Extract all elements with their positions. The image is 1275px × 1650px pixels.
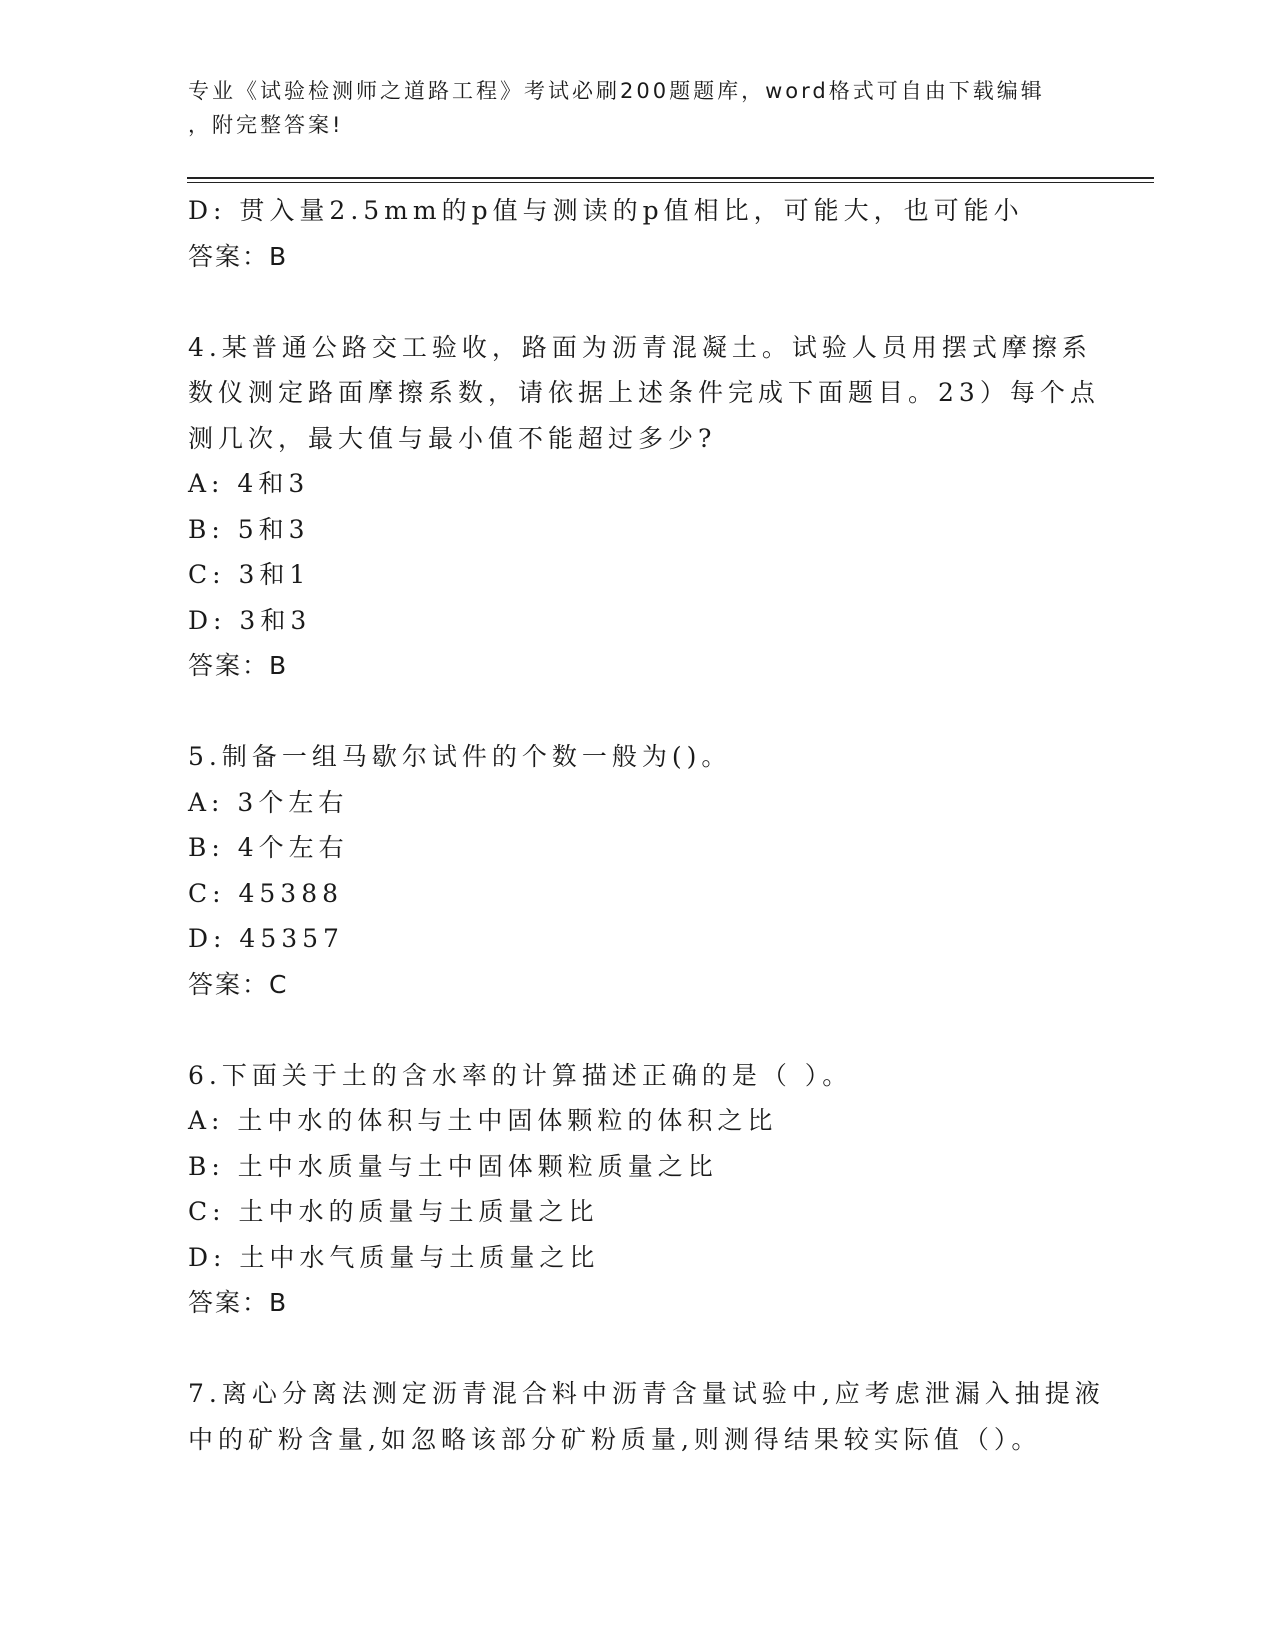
answer-line: 答案：B [188, 241, 289, 271]
option-b: B: 土中水质量与土中固体颗粒质量之比 [188, 1151, 718, 1181]
answer-line: 答案：B [188, 651, 289, 680]
option-d: D: 贯入量2.5mm的p值与测读的p值相比，可能大，也可能小 [188, 196, 1024, 225]
question-6 [188, 1053, 1088, 1326]
spacer [188, 279, 1088, 325]
question-stem: 数仪测定路面摩擦系数，请依据上述条件完成下面题目。23）每个点 [188, 378, 1100, 407]
spacer [188, 689, 1088, 735]
option-d: D: 45357 [188, 924, 344, 953]
question-3 [188, 188, 1088, 279]
header-divider-thick [187, 177, 1154, 179]
question-7 [188, 1371, 1105, 1462]
option-a: A: 土中水的体积与土中固体颗粒的体积之比 [188, 1106, 778, 1135]
header-divider-thin [187, 182, 1154, 183]
question-stem: 4.某普通公路交工验收，路面为沥青混凝土。试验人员用摆式摩擦系 [188, 332, 1092, 362]
spacer [188, 1007, 1088, 1053]
option-d: D: 土中水气质量与土质量之比 [188, 1242, 600, 1272]
answer-line: 答案：B [188, 1288, 289, 1317]
page-header [188, 74, 1068, 142]
option-a: A: 4和3 [188, 469, 310, 498]
question-stem: 7.离心分离法测定沥青混合料中沥青含量试验中,应考虑泄漏入抽提液 [188, 1379, 1105, 1408]
header-title-line-2: ，附完整答案! [188, 113, 344, 137]
question-4 [188, 325, 1100, 689]
option-c: C: 土中水的质量与土质量之比 [188, 1197, 599, 1226]
option-b: B: 4个左右 [188, 833, 349, 862]
question-content [188, 188, 1105, 1462]
option-c: C: 3和1 [188, 560, 311, 589]
question-stem: 中的矿粉含量,如忽略该部分矿粉质量,则测得结果较实际值（）。 [188, 1424, 1042, 1454]
option-a: A: 3个左右 [188, 787, 349, 817]
option-d: D: 3和3 [188, 605, 312, 635]
spacer [188, 1326, 1088, 1372]
option-b: B: 5和3 [188, 514, 310, 544]
answer-line: 答案：C [188, 969, 289, 999]
question-stem: 6.下面关于土的含水率的计算描述正确的是（ ）。 [188, 1060, 853, 1090]
question-stem: 5.制备一组马歇尔试件的个数一般为()。 [188, 742, 732, 771]
header-title-line-1: 专业《试验检测师之道路工程》考试必刷200题题库，word格式可自由下载编辑 [188, 79, 1045, 103]
question-5 [188, 734, 1088, 1007]
option-c: C: 45388 [188, 878, 344, 908]
question-stem: 测几次，最大值与最小值不能超过多少? [188, 423, 717, 453]
